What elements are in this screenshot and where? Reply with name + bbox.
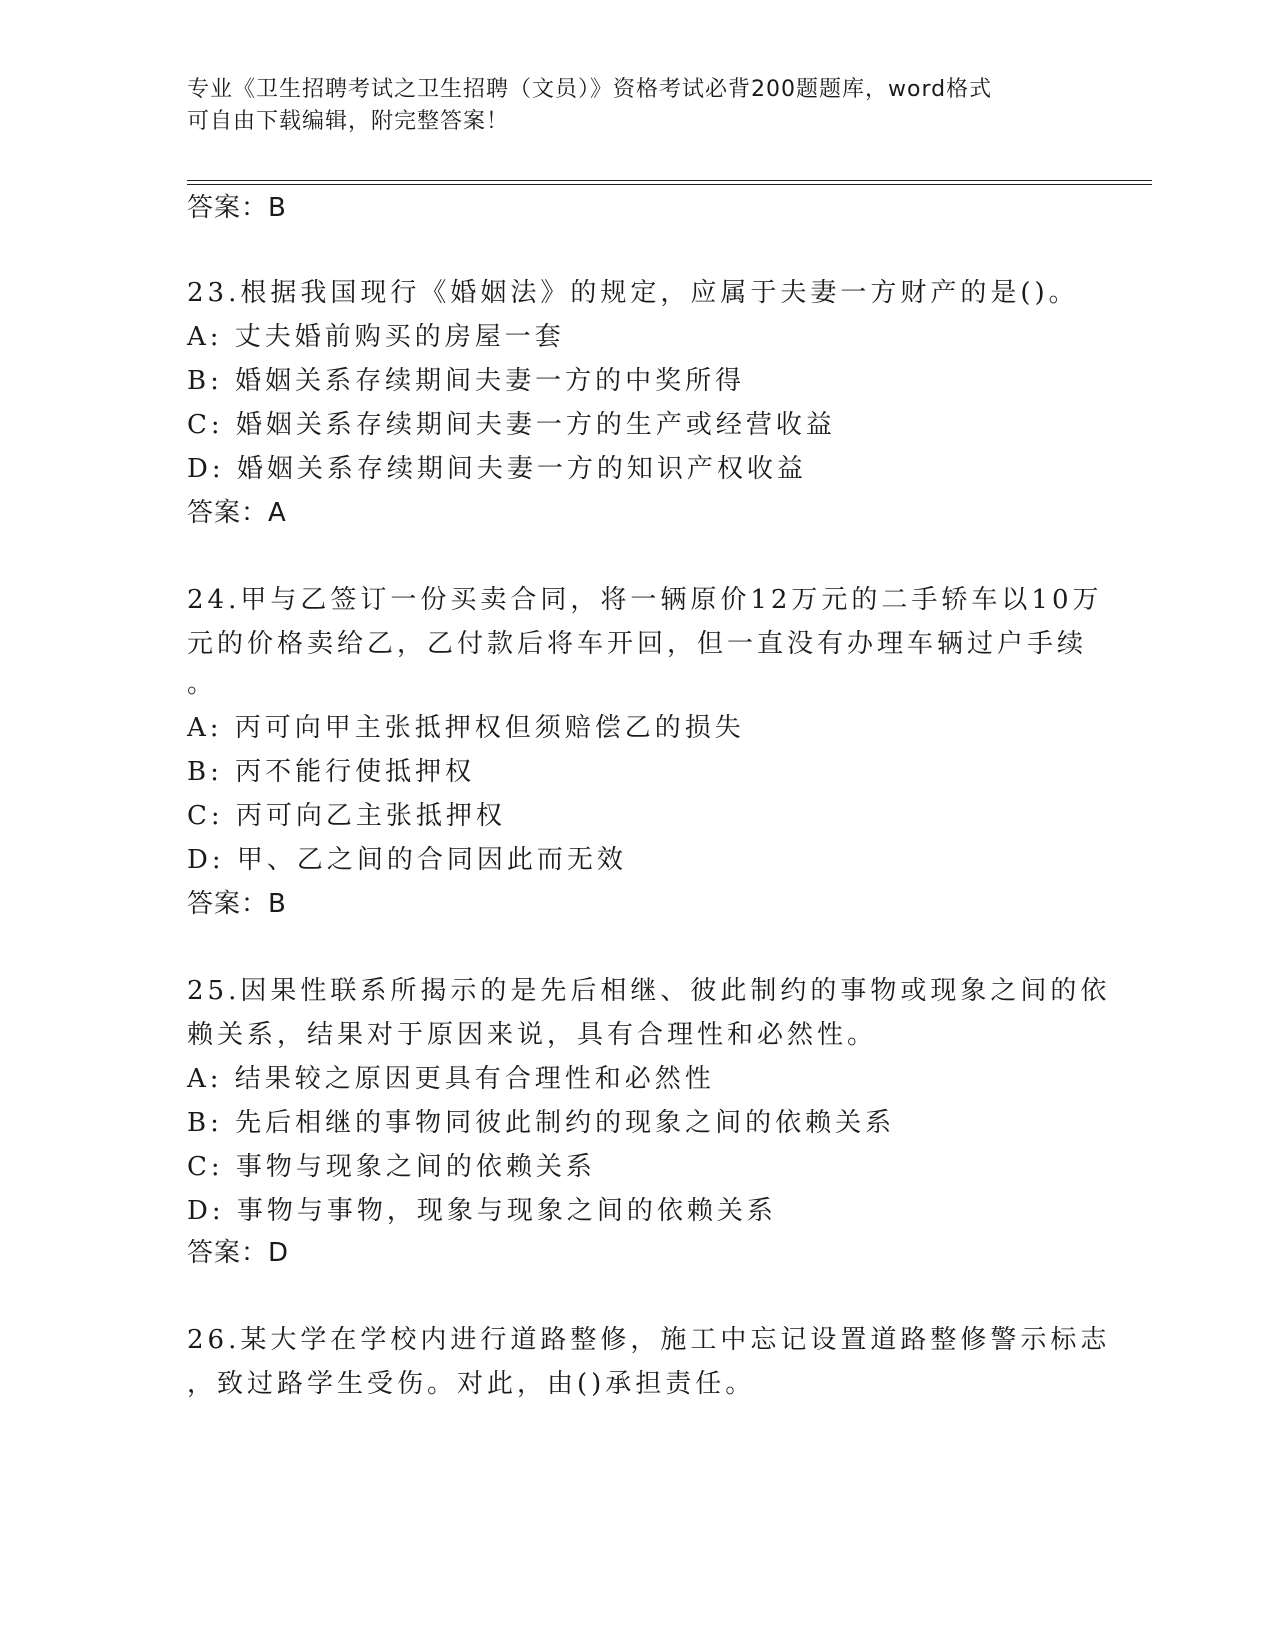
question-24-option-a: A: 丙可向甲主张抵押权但须赔偿乙的损失: [187, 713, 745, 743]
question-24-option-b: B: 丙不能行使抵押权: [187, 757, 476, 787]
document-header: [187, 74, 1087, 138]
question-25-option-b: B: 先后相继的事物同彼此制约的现象之间的依赖关系: [187, 1108, 896, 1138]
answer-23: 答案：A: [187, 498, 287, 528]
question-25-option-c: C: 事物与现象之间的依赖关系: [187, 1152, 596, 1182]
answer-25: 答案：D: [187, 1238, 290, 1268]
answer-22: 答案：B: [187, 193, 287, 223]
question-23-option-a: A: 丈夫婚前购买的房屋一套: [187, 322, 565, 352]
question-23-option-c: C: 婚姻关系存续期间夫妻一方的生产或经营收益: [187, 410, 836, 440]
header-line-2: 可自由下载编辑，附完整答案！: [187, 109, 510, 134]
question-25-text-line-1: 25.因果性联系所揭示的是先后相继、彼此制约的事物或现象之间的依: [187, 976, 1111, 1006]
question-24-option-c: C: 丙可向乙主张抵押权: [187, 801, 506, 831]
question-24-text-line-3: 。: [187, 669, 218, 699]
question-24-text-line-1: 24.甲与乙签订一份买卖合同，将一辆原价12万元的二手轿车以10万: [187, 585, 1103, 615]
question-23-option-d: D: 婚姻关系存续期间夫妻一方的知识产权收益: [187, 454, 807, 484]
question-26-text-line-2: ，致过路学生受伤。对此，由()承担责任。: [187, 1369, 756, 1399]
header-line-1: 专业《卫生招聘考试之卫生招聘（文员）》资格考试必背200题题库，word格式: [187, 77, 993, 102]
question-25-option-d: D: 事物与事物，现象与现象之间的依赖关系: [187, 1196, 777, 1226]
question-24-option-d: D: 甲、乙之间的合同因此而无效: [187, 845, 627, 875]
question-25-text-line-2: 赖关系，结果对于原因来说，具有合理性和必然性。: [187, 1020, 878, 1050]
question-23-text: 23.根据我国现行《婚姻法》的规定，应属于夫妻一方财产的是()。: [187, 278, 1079, 308]
header-rule-top: [187, 180, 1152, 181]
question-23-option-b: B: 婚姻关系存续期间夫妻一方的中奖所得: [187, 366, 746, 396]
question-26-text-line-1: 26.某大学在学校内进行道路整修，施工中忘记设置道路整修警示标志: [187, 1325, 1111, 1355]
question-25-option-a: A: 结果较之原因更具有合理性和必然性: [187, 1064, 715, 1094]
header-rule-bottom: [187, 184, 1152, 185]
answer-24: 答案：B: [187, 889, 287, 919]
question-24-text-line-2: 元的价格卖给乙，乙付款后将车开回，但一直没有办理车辆过户手续: [187, 629, 1088, 659]
